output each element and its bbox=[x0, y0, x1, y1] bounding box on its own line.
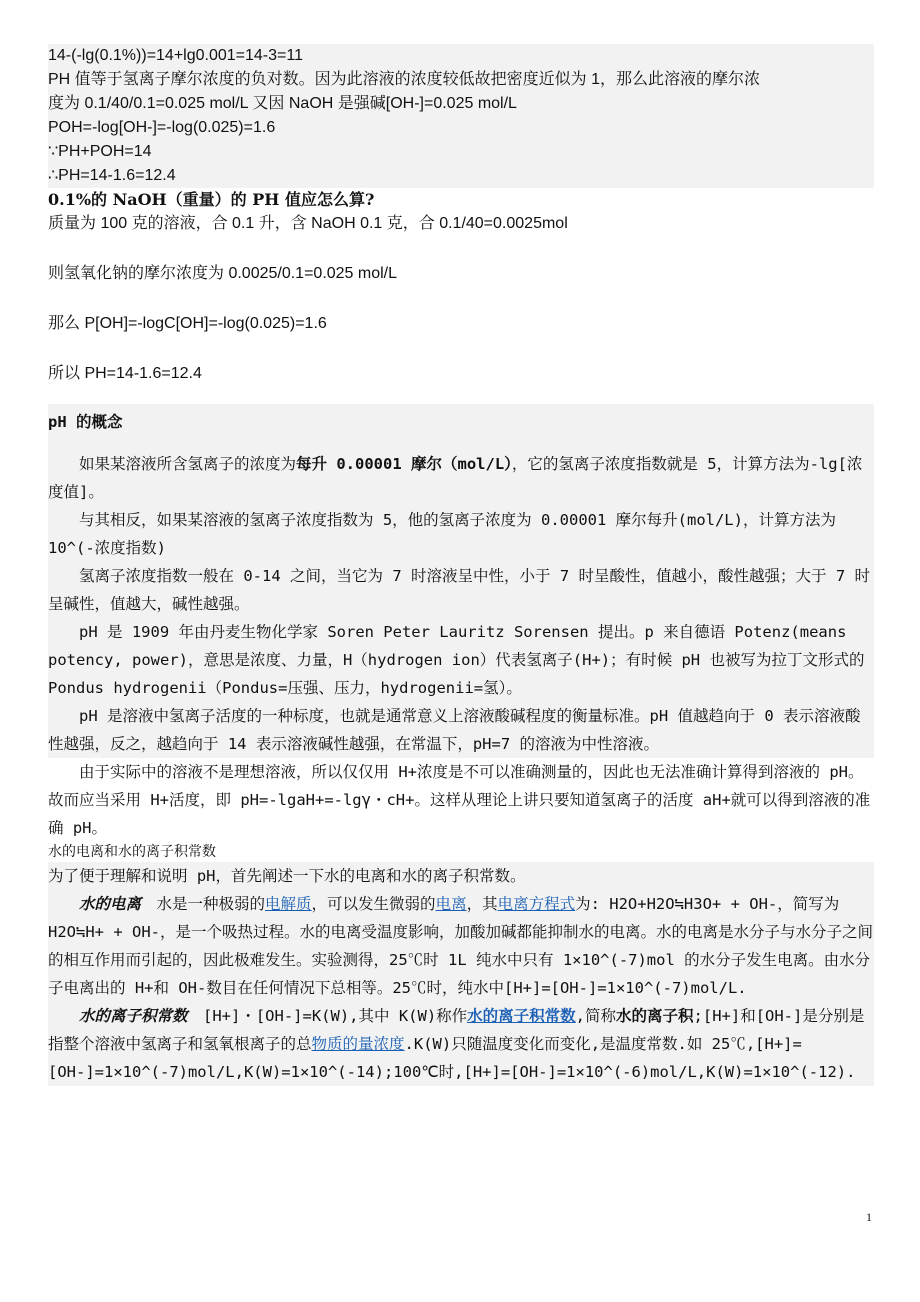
question-heading: 0.1%的 NaOH（重量）的 PH 值应怎么算? bbox=[48, 190, 375, 209]
water-text: ，可以发生微弱的 bbox=[311, 895, 436, 913]
water-text: 为: H2O+H2O≒H3O+ + OH-，简写为 H2O≒H+ + OH-，是一个吸热过程。水的电离受温度影响，加酸加碱都能抑制水的电离。水的电离是水分子与水分子之间的相互作用而引起的，因此极难发生。实验测得，25℃时 1L 纯水中只有 1×10^(-7)mol 的水分子发生电离。由水分子电离出的 H+和 OH-数目在任何情况下总相等。25℃时，纯水中[H+]=[OH-]=1×10^(-7)mol/L. bbox=[48, 895, 873, 997]
link-electrolyte[interactable]: 电解质 bbox=[265, 895, 312, 913]
document-page bbox=[48, 44, 874, 1086]
calc-block bbox=[48, 44, 874, 188]
link-molar-concentration[interactable]: 物质的量浓度 bbox=[311, 1035, 405, 1053]
calc-line: PH 值等于氢离子摩尔浓度的负对数。因为此溶液的浓度较低故把密度近似为 1，那么此溶液的摩尔浓 bbox=[48, 71, 761, 88]
question-line: 则氢氧化钠的摩尔浓度为 0.0025/0.1=0.025 mol/L bbox=[48, 265, 398, 282]
concept-section bbox=[48, 404, 874, 758]
concept-paragraph: 氢离子浓度指数一般在 0-14 之间，当它为 7 时溶液呈中性，小于 7 时呈酸性，值越小，酸性越强；大于 7 时呈碱性，值越大，碱性越强。 bbox=[48, 567, 870, 613]
concept-continued bbox=[48, 758, 874, 842]
water-text: .K(W)只随温度变化而变化,是温度常数.如 25℃,[H+]=[OH-]=1×10^(-7)mol/L,K(W)=1×10^(-14);100℃时,[H+]=[OH-]=1×10^(-6)mol/L,K(W)=1×10^(-12). bbox=[48, 1035, 856, 1081]
page-number: 1 bbox=[866, 1210, 872, 1224]
link-ionization-equation[interactable]: 电离方程式 bbox=[497, 895, 576, 913]
concept-paragraph: pH 是溶液中氢离子活度的一种标度，也就是通常意义上溶液酸碱程度的衡量标准。pH 值越趋向于 0 表示溶液酸性越强，反之，越趋向于 14 表示溶液碱性越强，在常温下，pH=7 的溶液为中性溶液。 bbox=[48, 707, 861, 753]
water-ionization-title: 水的电离 bbox=[79, 895, 142, 913]
question-line: 所以 PH=14-1.6=12.4 bbox=[48, 365, 202, 382]
water-small-heading: 水的电离和水的离子积常数 bbox=[48, 844, 216, 860]
concept-bold-text: 每升 0.00001 摩尔（mol/L） bbox=[296, 455, 512, 473]
water-section bbox=[48, 862, 874, 1086]
calc-line: ∵PH+POH=14 bbox=[48, 143, 152, 160]
water-kw-bold: 水的离子积 bbox=[616, 1007, 694, 1025]
water-kw-title: 水的离子积常数 bbox=[79, 1007, 188, 1025]
link-ion-product-constant[interactable]: 水的离子积常数 bbox=[467, 1007, 576, 1025]
concept-paragraph bbox=[48, 450, 874, 506]
concept-paragraph: 由于实际中的溶液不是理想溶液，所以仅仅用 H+浓度是不可以准确测量的，因此也无法准确计算得到溶液的 pH。故而应当采用 H+活度，即 pH=-lgaH+=-lgγ・cH+。这样从理论上讲只要知道氢离子的活度 aH+就可以得到溶液的准确 pH。 bbox=[48, 763, 871, 837]
water-intro: 为了便于理解和说明 pH，首先阐述一下水的电离和水的离子积常数。 bbox=[48, 867, 526, 885]
question-line: 那么 P[OH]=-logC[OH]=-log(0.025)=1.6 bbox=[48, 315, 327, 332]
concept-text: ，它的氢离子浓度指数就是 5，计算方法为-lg[浓度值]。 bbox=[48, 455, 863, 501]
link-ionization[interactable]: 电离 bbox=[435, 895, 467, 913]
question-section bbox=[48, 188, 874, 404]
water-text: ;[H+]和[OH-]是分别是指整个溶液中氢离子和氢氧根离子的总 bbox=[48, 1007, 865, 1053]
concept-heading: pH 的概念 bbox=[48, 413, 123, 431]
question-line: 质量为 100 克的溶液，合 0.1 升，含 NaOH 0.1 克，合 0.1/40=0.0025mol bbox=[48, 215, 568, 232]
water-text: 水是一种极弱的 bbox=[141, 895, 266, 913]
water-ionization-paragraph bbox=[48, 890, 874, 1002]
calc-line: 度为 0.1/40/0.1=0.025 mol/L 又因 NaOH 是强碱[OH-]=0.025 mol/L bbox=[48, 95, 517, 112]
concept-paragraph: pH 是 1909 年由丹麦生物化学家 Soren Peter Lauritz Sorensen 提出。p 来自德语 Potenz(means potency, power)，意思是浓度、力量，H（hydrogen ion）代表氢离子(H+)；有时候 pH 也被写为拉丁文形式的 Pondus hydrogenii（Pondus=压强、压力，hydrogenii=氢）。 bbox=[48, 623, 865, 697]
water-text: ，其 bbox=[466, 895, 498, 913]
water-text: ,简称 bbox=[575, 1007, 617, 1025]
water-text: [H+]・[OH-]=K(W),其中 K(W)称作 bbox=[187, 1007, 468, 1025]
water-kw-paragraph bbox=[48, 1002, 874, 1086]
calc-line: ∴PH=14-1.6=12.4 bbox=[48, 167, 176, 184]
concept-paragraph: 与其相反，如果某溶液的氢离子浓度指数为 5，他的氢离子浓度为 0.00001 摩尔每升(mol/L)，计算方法为 10^(-浓度指数) bbox=[48, 511, 836, 557]
calc-line: 14-(-lg(0.1%))=14+lg0.001=14-3=11 bbox=[48, 47, 303, 64]
calc-line: POH=-log[OH-]=-log(0.025)=1.6 bbox=[48, 119, 276, 136]
concept-text: 如果某溶液所含氢离子的浓度为 bbox=[79, 455, 297, 473]
